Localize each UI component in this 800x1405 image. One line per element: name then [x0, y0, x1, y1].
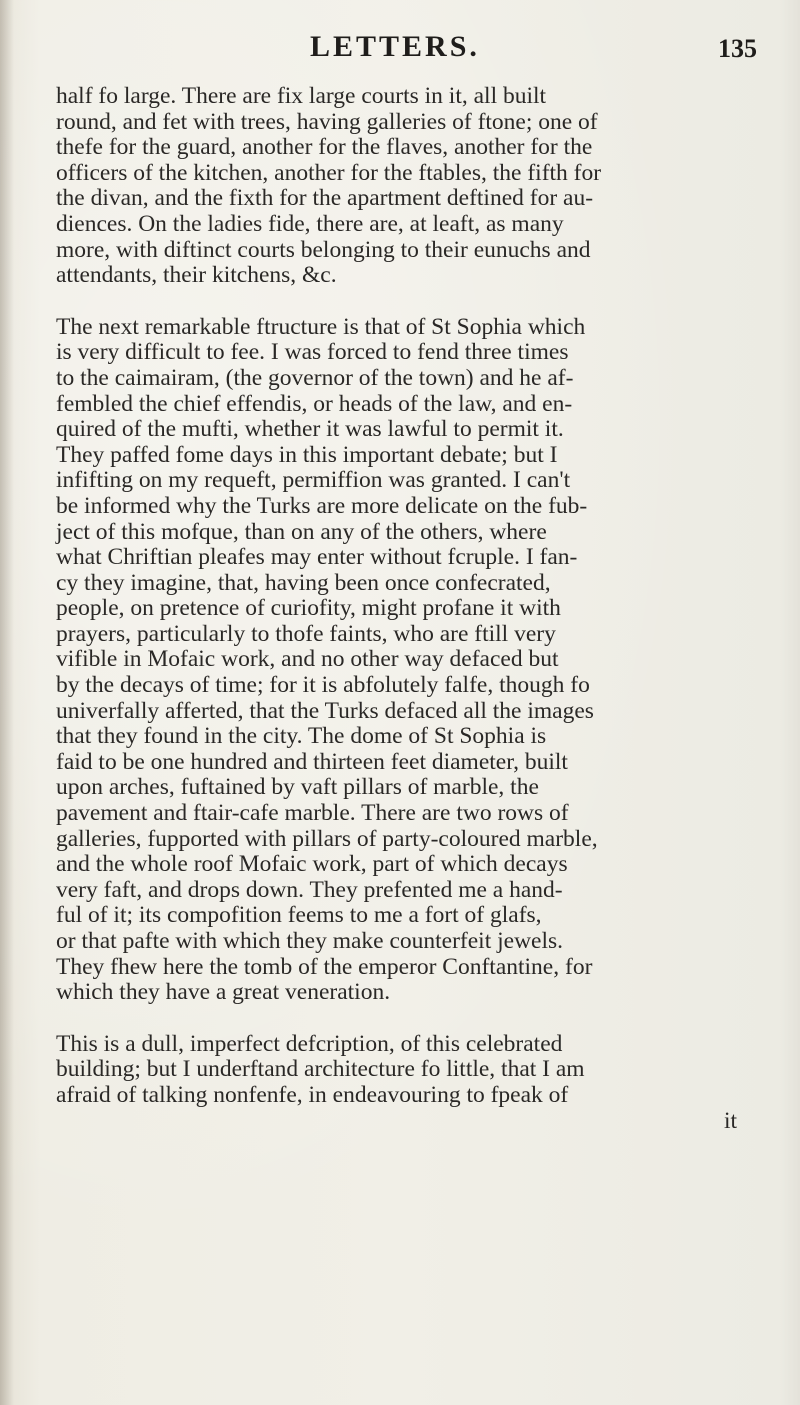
text-line: round, and fet with trees, having galleries of ftone; one of — [56, 108, 598, 135]
catchword: it — [724, 1107, 738, 1134]
text-line: fembled the chief effendis, or heads of the law, and en- — [56, 390, 573, 417]
text-line: diences. On the ladies fide, there are, at leaft, as many — [56, 210, 564, 237]
text-line: faid to be one hundred and thirteen feet diameter, built — [56, 748, 568, 775]
text-line: vifible in Mofaic work, and no other way defaced but — [56, 646, 559, 673]
text-line: building; but I underftand architecture fo little, that I am — [56, 1056, 585, 1083]
text-line: quired of the mufti, whether it was lawful to permit it. — [56, 416, 564, 443]
text-line: cy they imagine, that, having been once confecrated, — [56, 569, 551, 596]
body-text — [56, 84, 756, 1134]
text-line: people, on pretence of curiofity, might profane it with — [56, 595, 561, 622]
text-line: galleries, fupported with pillars of party-coloured marble, — [56, 825, 598, 852]
text-line: pavement and ftair-cafe marble. There are two rows of — [56, 800, 569, 827]
text-line: prayers, particularly to thofe faints, who are ftill very — [56, 620, 556, 647]
text-line: half fo large. There are fix large courts in it, all built — [56, 83, 547, 109]
page-header — [0, 30, 800, 70]
text-line: that they found in the city. The dome of St Sophia is — [56, 723, 547, 750]
text-line: more, with diftinct courts belonging to their eunuchs and — [56, 236, 591, 263]
text-line: They paffed fome days in this important debate; but I — [56, 441, 558, 468]
paragraph-1 — [56, 84, 756, 289]
text-line: to the caimairam, (the governor of the town) and he af- — [56, 364, 574, 391]
running-head: LETTERS. — [310, 30, 480, 63]
text-line: ful of it; its compofition feems to me a fort of glafs, — [56, 902, 542, 929]
text-line: is very difficult to fee. I was forced to fend three times — [56, 339, 569, 366]
text-line: be informed why the Turks are more delicate on the fub- — [56, 492, 588, 519]
text-line: very faft, and drops down. They prefented me a hand- — [56, 876, 563, 903]
text-line: what Chriftian pleafes may enter without fcruple. I fan- — [56, 544, 578, 571]
text-line: univerfally afferted, that the Turks defaced all the images — [56, 697, 594, 724]
text-line: They fhew here the tomb of the emperor Conftantine, for — [56, 953, 593, 980]
text-line: infifting on my requeft, permiffion was granted. I can't — [56, 467, 571, 494]
paragraph-3 — [56, 1032, 756, 1134]
text-line: ject of this mofque, than on any of the others, where — [56, 518, 547, 545]
text-line: by the decays of time; for it is abfolutely falfe, though fo — [56, 672, 590, 699]
text-line: This is a dull, imperfect defcription, of this celebrated — [56, 1030, 563, 1057]
text-line: and the whole roof Mofaic work, part of which decays — [56, 851, 568, 878]
text-line: attendants, their kitchens, &c. — [56, 262, 337, 289]
paragraph-gap — [56, 289, 756, 315]
gutter-shadow — [0, 0, 14, 1405]
text-line: The next remarkable ftructure is that of St Sophia which — [56, 313, 586, 340]
text-line: officers of the kitchen, another for the ftables, the fifth for — [56, 159, 602, 186]
text-line: thefe for the guard, another for the flaves, another for the — [56, 134, 593, 161]
text-line: or that pafte with which they make counterfeit jewels. — [56, 928, 564, 954]
page-number: 135 — [718, 34, 757, 63]
text-line: upon arches, fuftained by vaft pillars of marble, the — [56, 774, 539, 801]
text-line: which they have a great veneration. — [56, 979, 391, 1006]
paragraph-2 — [56, 315, 756, 1006]
text-line: the divan, and the fixth for the apartment deftined for au- — [56, 185, 594, 212]
paragraph-gap — [56, 1006, 756, 1032]
text-line: afraid of talking nonfenfe, in endeavouring to fpeak of — [56, 1081, 569, 1108]
